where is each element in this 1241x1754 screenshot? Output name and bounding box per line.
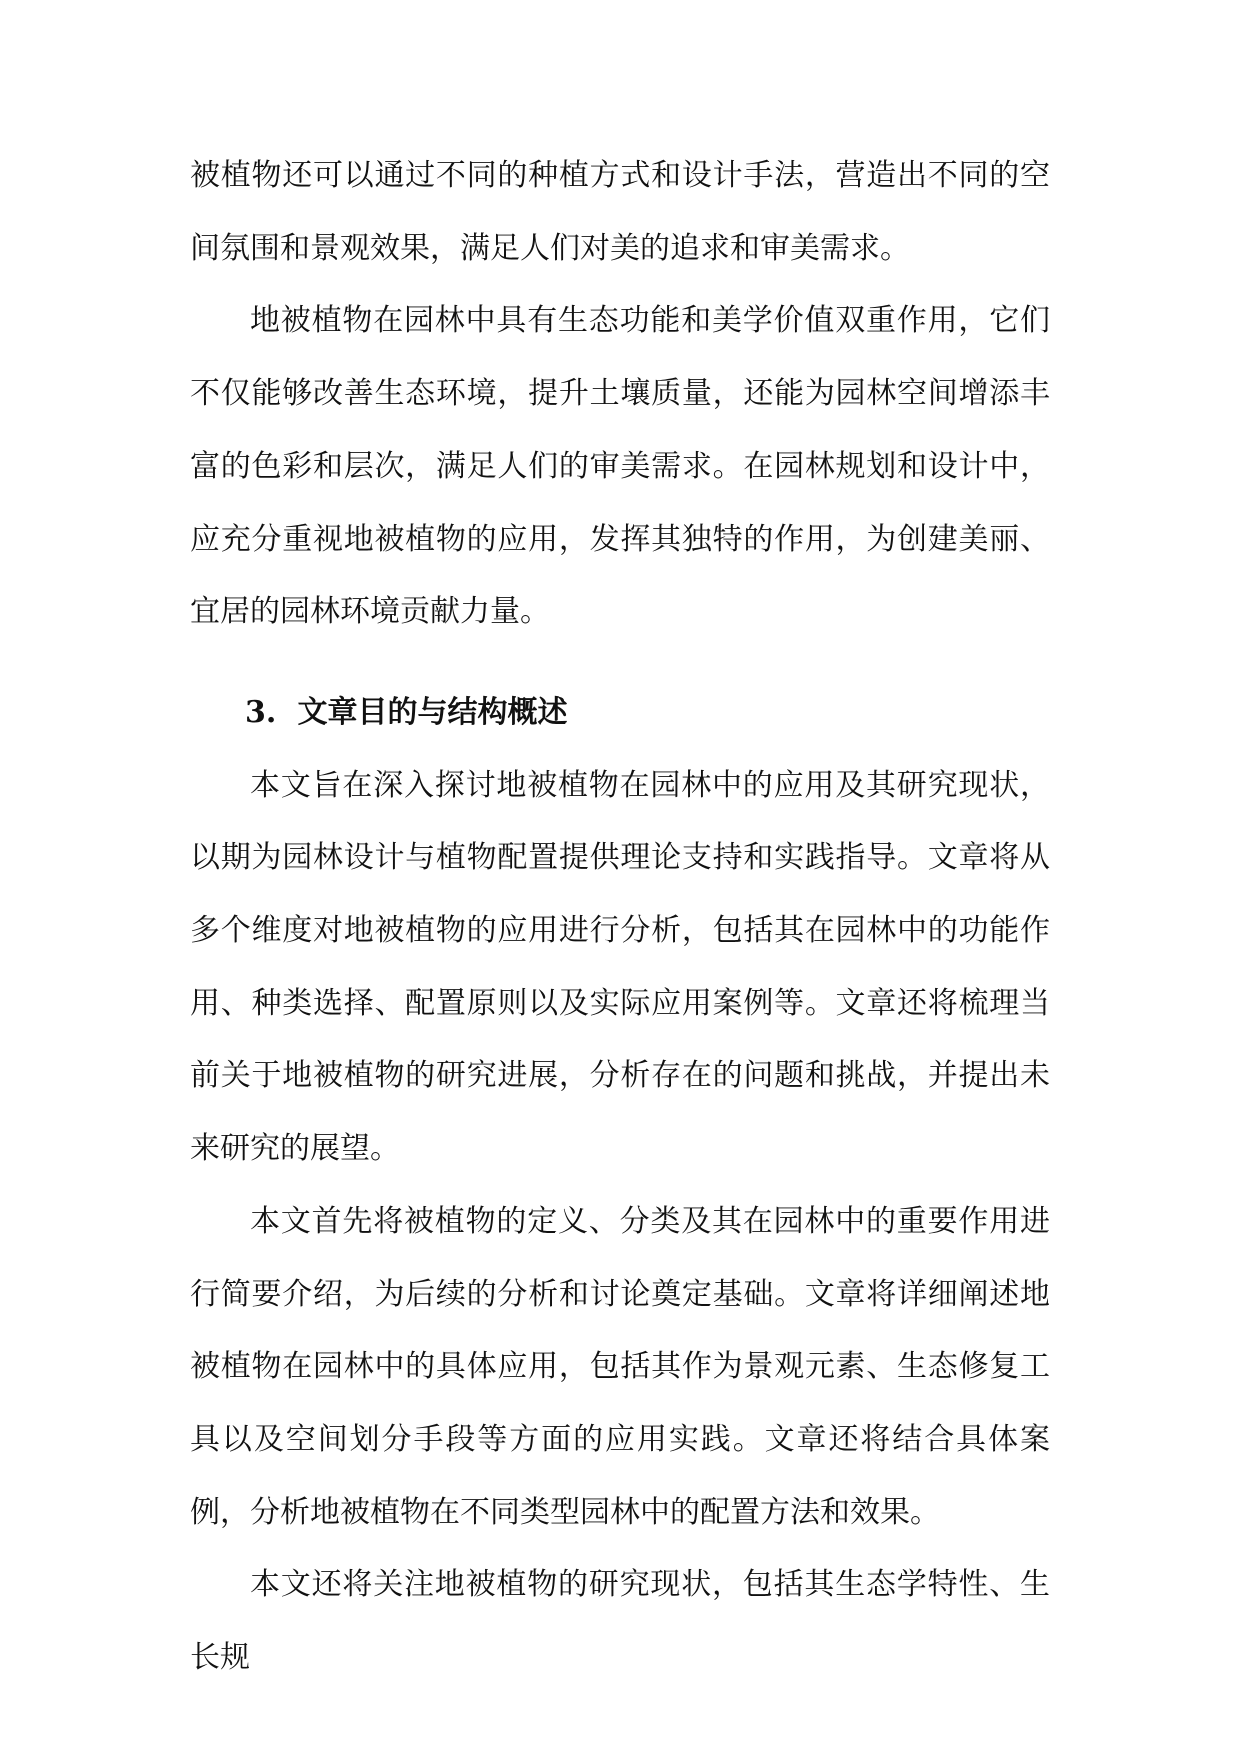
paragraph-summary: 地被植物在园林中具有生态功能和美学价值双重作用，它们不仅能够改善生态环境，提升土壤质量，还能为园林空间增添丰富的色彩和层次，满足人们的审美需求。在园林规划和设计中，应充分重视地被植物的应用，发挥其独特的作用，为创建美丽、宜居的园林环境贡献力量。 (190, 303, 1050, 630)
paragraph-continuation: 被植物还可以通过不同的种植方式和设计手法，营造出不同的空间氛围和景观效果，满足人们对美的追求和审美需求。 (190, 158, 1050, 266)
paragraph-research: 本文还将关注地被植物的研究现状，包括其生态学特性、生长规 (190, 1567, 1050, 1676)
section-number: 3. (245, 694, 277, 730)
section-heading (190, 677, 1050, 750)
document-page (190, 140, 1050, 1695)
section-title: 文章目的与结构概述 (297, 694, 568, 730)
paragraph-purpose: 本文旨在深入探讨地被植物在园林中的应用及其研究现状，以期为园林设计与植物配置提供理论支持和实践指导。文章将从多个维度对地被植物的应用进行分析，包括其在园林中的功能作用、种类选择、配置原则以及实际应用案例等。文章还将梳理当前关于地被植物的研究进展，分析存在的问题和挑战，并提出未来研究的展望。 (190, 767, 1050, 1167)
paragraph-structure: 本文首先将被植物的定义、分类及其在园林中的重要作用进行简要介绍，为后续的分析和讨论奠定基础。文章将详细阐述地被植物在园林中的具体应用，包括其作为景观元素、生态修复工具以及空间划分手段等方面的应用实践。文章还将结合具体案例，分析地被植物在不同类型园林中的配置方法和效果。 (190, 1203, 1050, 1530)
